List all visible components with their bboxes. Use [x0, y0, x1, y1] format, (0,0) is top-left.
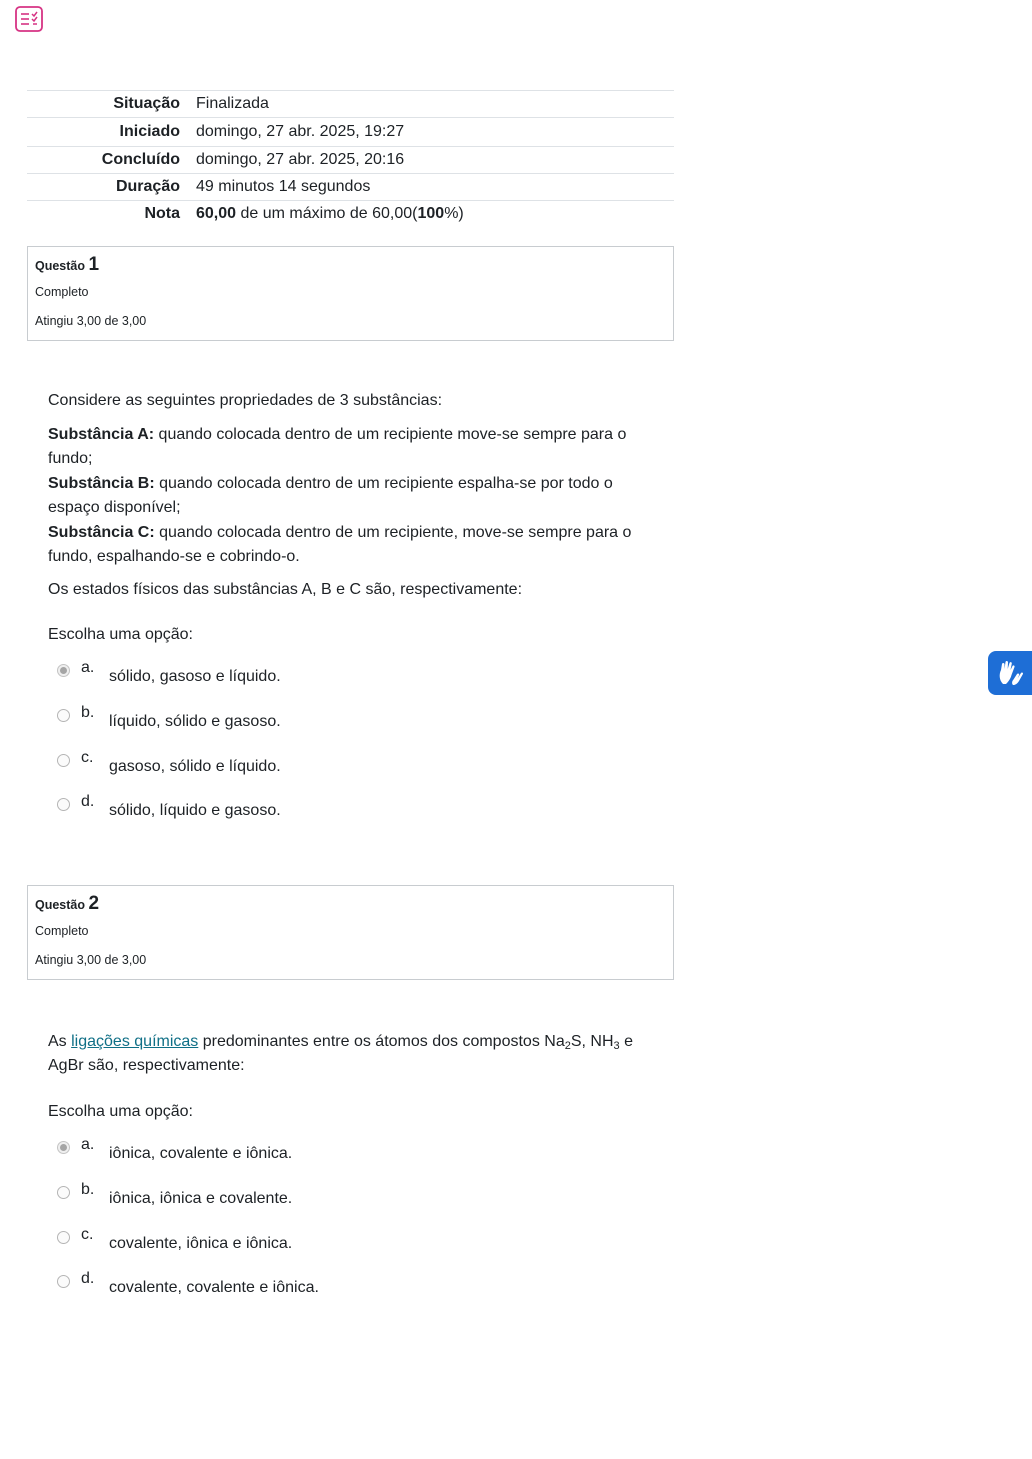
q2-text-mid: predominantes entre os átomos dos compostos Na: [198, 1033, 565, 1050]
q2-answer-c[interactable]: [57, 1226, 477, 1255]
radio-button[interactable]: [57, 664, 70, 677]
summary-label: Nota: [144, 205, 180, 223]
question-number-value: 1: [88, 254, 100, 275]
q2-prompt: Escolha uma opção:: [48, 1103, 193, 1120]
summary-label: Concluído: [101, 151, 180, 168]
q2-answer-d[interactable]: [57, 1270, 477, 1299]
answer-text: covalente, covalente e iônica.: [109, 1279, 319, 1296]
question-grade: Atingiu 3,00 de 3,00: [35, 314, 147, 328]
grade-score: 60,00: [196, 205, 237, 223]
summary-value: 49 minutos 14 segundos: [196, 178, 371, 195]
q2-sub-1: 2: [564, 1040, 571, 1052]
radio-button[interactable]: [57, 1141, 70, 1154]
answer-text: sólido, líquido e gasoso.: [109, 802, 281, 819]
question-1-text: [48, 389, 648, 602]
question-state: Completo: [35, 285, 89, 299]
vlibras-button[interactable]: [988, 651, 1032, 695]
glossary-link[interactable]: ligações químicas: [71, 1033, 199, 1050]
q1-answer-d[interactable]: [57, 793, 477, 822]
sign-language-hands-icon: [995, 658, 1025, 688]
answer-text: gasoso, sólido e líquido.: [109, 758, 281, 775]
radio-button[interactable]: [57, 754, 70, 767]
answer-letter: b.: [81, 1181, 95, 1198]
q2-text-mid2: S, NH: [570, 1033, 614, 1050]
answer-letter: a.: [81, 659, 95, 676]
summary-value: domingo, 27 abr. 2025, 20:16: [196, 151, 405, 168]
q1-intro: Considere as seguintes propriedades de 3 substâncias:: [48, 392, 443, 409]
q2-answer-a[interactable]: [57, 1136, 477, 1165]
answer-text: covalente, iônica e iônica.: [109, 1235, 293, 1252]
q2-text-end: e AgBr são, respectivamente:: [48, 1033, 633, 1074]
q1-item-label: Substância B:: [48, 474, 155, 492]
q2-question: [48, 1030, 648, 1077]
question-prefix: Questão: [35, 259, 86, 273]
answer-letter: a.: [81, 1136, 95, 1153]
summary-value: Finalizada: [196, 95, 269, 112]
grade-end: %): [444, 205, 464, 223]
q1-item-text: quando colocada dentro de um recipiente, move-se sempre para o fundo, espalhando-se e cobrindo-o.: [48, 523, 632, 565]
quiz-navigation-icon[interactable]: [15, 6, 43, 32]
radio-button[interactable]: [57, 1186, 70, 1199]
summary-row-started: [27, 118, 674, 147]
q1-answer-a[interactable]: [57, 659, 477, 688]
question-number-value: 2: [88, 893, 100, 914]
attempt-summary-table: [27, 90, 674, 228]
question-2-info: [27, 885, 674, 980]
summary-row-duration: [27, 174, 674, 201]
question-number: [35, 893, 99, 915]
q1-question: Os estados físicos das substâncias A, B e C são, respectivamente:: [48, 580, 523, 598]
q1-item-c: [48, 521, 648, 570]
summary-value: domingo, 27 abr. 2025, 19:27: [196, 123, 405, 140]
summary-label: Iniciado: [119, 123, 180, 140]
q1-answer-c[interactable]: [57, 749, 477, 778]
summary-row-state: [27, 91, 674, 118]
answer-letter: d.: [81, 1270, 95, 1287]
grade-percent: 100: [417, 205, 445, 223]
answer-letter: d.: [81, 793, 95, 810]
q2-answer-b[interactable]: [57, 1181, 477, 1210]
q1-item-b: [48, 472, 648, 521]
answer-letter: c.: [81, 749, 94, 766]
q1-answer-b[interactable]: [57, 704, 477, 733]
summary-row-grade: [27, 201, 674, 228]
question-grade: Atingiu 3,00 de 3,00: [35, 953, 147, 967]
summary-value: [196, 201, 674, 228]
radio-button[interactable]: [57, 709, 70, 722]
radio-button[interactable]: [57, 798, 70, 811]
answer-text: iônica, iônica e covalente.: [109, 1190, 293, 1207]
answer-letter: b.: [81, 704, 95, 721]
summary-label: Situação: [113, 95, 180, 112]
grade-middle: de um máximo de 60,00(: [240, 205, 418, 223]
summary-label: Duração: [115, 178, 180, 195]
q2-text-start: As: [48, 1033, 72, 1050]
summary-row-completed: [27, 147, 674, 174]
answer-letter: c.: [81, 1226, 94, 1243]
question-number: [35, 254, 99, 276]
question-1-info: [27, 246, 674, 341]
question-2-text: [48, 1030, 648, 1077]
radio-button[interactable]: [57, 1275, 70, 1288]
question-state: Completo: [35, 924, 89, 938]
q2-sub-2: 3: [613, 1040, 620, 1052]
q1-item-label: Substância A:: [48, 425, 155, 443]
answer-text: líquido, sólido e gasoso.: [109, 713, 281, 730]
answer-text: sólido, gasoso e líquido.: [109, 668, 281, 685]
q1-item-text: quando colocada dentro de um recipiente espalha-se por todo o espaço disponível;: [48, 474, 613, 516]
q1-item-a: [48, 423, 648, 472]
question-prefix: Questão: [35, 898, 86, 912]
q1-item-text: quando colocada dentro de um recipiente move-se sempre para o fundo;: [48, 425, 627, 467]
q1-item-label: Substância C:: [48, 523, 155, 541]
q1-prompt: Escolha uma opção:: [48, 626, 193, 643]
answer-text: iônica, covalente e iônica.: [109, 1145, 293, 1162]
radio-button[interactable]: [57, 1231, 70, 1244]
